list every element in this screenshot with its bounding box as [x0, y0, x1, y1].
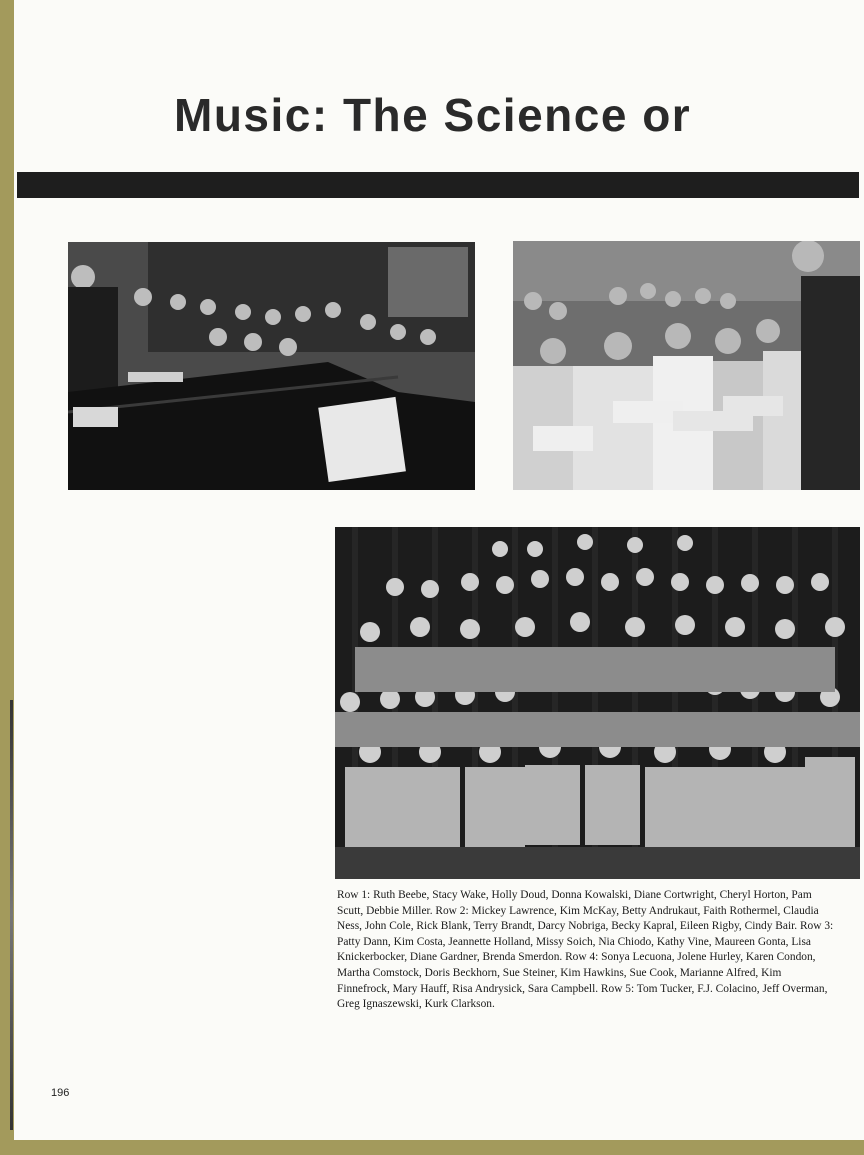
page-number: 196 [51, 1087, 70, 1099]
photo-singing-students [513, 241, 860, 490]
photo-choir-group-portrait [335, 527, 860, 879]
piano-rehearsal-image [68, 242, 475, 490]
group-photo-caption: Row 1: Ruth Beebe, Stacy Wake, Holly Doud, Donna Kowalski, Diane Cortwright, Cheryl Horton, Pam Scutt, Debbie Miller. Row 2: Mickey Lawrence, Kim McKay, Betty Andrukaut, Faith Rothermel, Claudia Ness, John Cole, Rick Blank, Terry Brandt, Darcy Nobriga, Becky Kapral, Eileen Rigby, Cindy Bair. Row 3: Patty Dann, Kim Costa, Jeannette Holland, Missy Soich, Nia Chiodo, Kathy Vine, Maureen Gonta, Lisa Knickerbocker, Diane Gardner, Brenda Smerdon. Row 4: Sonya Lecuona, Jolene Hurley, Karen Condon, Martha Comstock, Doris Beckhorn, Sue Steiner, Kim Hawkins, Sue Cook, Marianne Alfred, Kim Finnefrock, Mary Hauff, Risa Andrysick, Sara Campbell. Row 5: Tom Tucker, F.J. Colacino, Jeff Overman, Greg Ignaszewski, Kurk Clarkson. [337, 889, 834, 1011]
page-title: Music: The Science or [174, 89, 692, 141]
yearbook-page [14, 0, 864, 1140]
group-portrait-image [335, 527, 860, 879]
binding-edge [10, 700, 13, 1130]
photo-piano-rehearsal [68, 242, 475, 490]
singing-students-image [513, 241, 860, 490]
title-rule-bar [17, 172, 859, 198]
